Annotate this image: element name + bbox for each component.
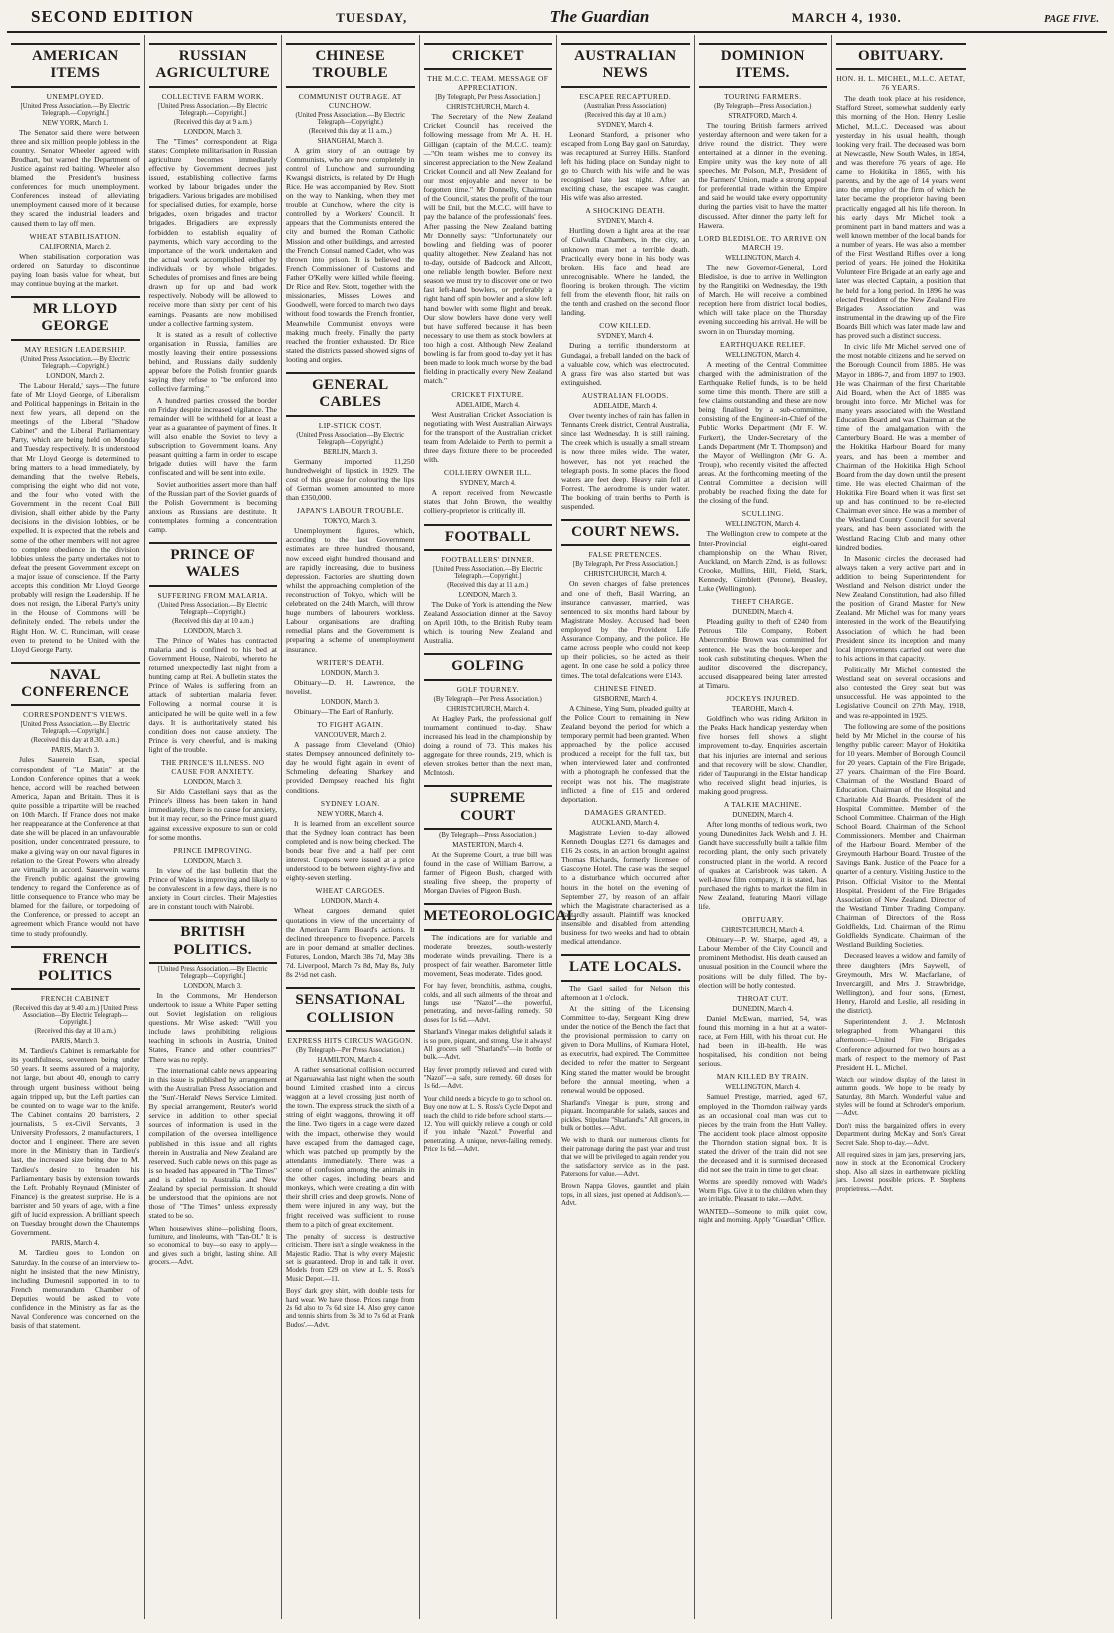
article-paragraph: The "Times" correspondent at Riga states: Complete militarisation in Russian agriculture becomes immediately effective by Government decrees just issued, establishing collective farms worked by labour brigades under the brigadiers. Various brigades are mobilised for specialised duties, for example, horse brigades, oxen brigades and tractor brigades. Brigadiers are expressly forbidden to establish equality of payments, which vary according to the importance of the work undertaken and the actual work accomplished either by individuals or by whole brigades. Schedules of promises and fines are being drawn up for up and bad work respectively. Nobody will be allowed to receive more than sixty per cent of his earnings. Peasants are now mobilised under a collective farming system. [148, 136, 277, 328]
article-subheading: WHEAT CARGOES. [315, 886, 386, 896]
dateline: CHRISTCHURCH, March 4. [446, 704, 530, 713]
article-subheading: FALSE PRETENCES. [588, 550, 663, 560]
article-paragraph: Obituary—The Earl of Ranfurly. [294, 706, 394, 716]
dateline: TEAROHE, March 4. [732, 705, 794, 714]
article-paragraph: The Prince of Wales has contracted malaria and is confined to his bed at Government House, Nairobi, whereto he returned unexpectedly last night from a hunting camp at Rei. A bulletin states the Prince of Wales is suffering from an attack of subtertian malaria fever. Following a normal course it is anticipated he will be quite well in a few days. It is authoritatively stated his condition does not cause anxiety. The Prince is very cheerful, and is making light of the trouble. [148, 635, 277, 755]
article-paragraph: Hurtling down a light area at the rear of Culwulla Chambers, in the city, an unknown man met a terrible death. Practically every bone in his body was broken. His face and head are unrecognisable. Where he landed, the flooring is broken through. The victim fell from the eleventh floor, hit rails on the tenth and crashed on the second floor landing. [561, 226, 690, 318]
dateline: AUCKLAND, March 4. [591, 818, 660, 827]
article-paragraph: The following are some of the positions held by Mr Michel in the course of his lengthy public career: Mayor of Hokitika for 10 years. Member of Borough Council for 20 years. Captain of the Fire Brigade, 27 years. Chairman of the Fire Board. Chairman of the Westland Board of Education. Chairman of the Hospital and Charitable Aid Boards. President of the Hospital Committee. Member of the School Committee. Chairman of the High School Board. Chairman of the School Commissioners. Member and Chairman of the Harbour Board. Member of the Greymouth Harbour Board. Trustee of the Savings Bank. Justice of the Peace for a quarter of a century. Visiting Justice to the Prison. Official Visitor to the Mental Hospital. President of the Fire Brigades Association of New Zealand. Director of the Westland Timber Trading Company. Chairman of Directors of the Ross Goldfields, Ltd. Chairman of the Rimu Goldfields Syndicate. Chairman of the Westland Building Societies. [836, 721, 966, 950]
article-subheading: EARTHQUAKE RELIEF. [720, 339, 806, 349]
article-subheading: OBITUARY. [741, 915, 784, 925]
article-subheading: SYDNEY LOAN. [320, 798, 380, 808]
article-subheading: JOCKEYS INJURED. [726, 694, 800, 704]
dateline: NEW YORK, March 1. [42, 118, 109, 127]
dateline: WELLINGTON, March 4. [725, 1083, 801, 1092]
article-headline: CHINESE TROUBLE [286, 43, 415, 88]
dateline: LONDON, March 4. [321, 897, 380, 906]
dateline: WELLINGTON, March 4. [725, 253, 801, 262]
article-paragraph: Superintendent J. J. McIntosh telegraphed from Whangarei this afternoon:—United Fire Brigades Conference adjourned for two hours as a mark of respect to the memory of Past President H. L. Michel. [836, 1017, 966, 1072]
dateline: PARIS, March 3. [51, 1037, 100, 1046]
article-subheading: FRENCH CABINET [40, 994, 110, 1004]
article-subheading: MAN KILLED BY TRAIN. [716, 1072, 809, 1082]
article-paragraph: It is learned from an excellent source that the Sydney loan contract has been completed and is now being checked. The bonds bear five and a half per cent interest. Coupons were issued at a price understood to be between eighty-five and eighty-seven sterling. [286, 818, 415, 883]
wire-credit: [United Press Association.—By Electric Telegraph.—Copyright.] [158, 102, 268, 117]
article-paragraph: Daniel McEwan, married, 54, was found this morning in a hut at a water-race, at Fern Hill, with his throat cut. He had been in ill-health. He was hospitalised, his condition not being serious. [698, 1013, 827, 1069]
dateline: LONDON, March 3. [183, 981, 242, 990]
article-paragraph: Deceased leaves a widow and family of three daughters (Mrs Saywell, of Greymouth, Mrs W. Macfarlane, of Invercargill, and Mrs J. Strawbridge, Wellington), and four sons, (Ernest, Henry, Harold and Leslie, all residing in the district). [836, 951, 966, 1016]
dateline: LONDON, March 2. [46, 371, 105, 380]
article-paragraph: When stabilisation corporation was ordered on Saturday to discontinue paying loan basis value for wheat, but may continue buying at the market. [11, 251, 140, 289]
article-subheading: TOURING FARMERS. [724, 91, 802, 101]
dateline: WELLINGTON, March 4. [725, 350, 801, 359]
article-headline: LATE LOCALS. [561, 954, 690, 981]
article-headline: SENSATIONAL COLLISION [286, 987, 415, 1032]
wire-credit: (United Press Association.—By Electric Telegraph—Copyright.) [295, 111, 405, 126]
date-label: MARCH 4, 1930. [791, 10, 902, 25]
article-subheading: DAMAGES GRANTED. [584, 807, 667, 817]
article-headline: OBITUARY. [836, 43, 966, 70]
advertisement: Sharland's Vinegar is pure, strong and piquant. Incomparable for salads, sauces and pickles. Stipulate "Sharland's." All grocers, in bulk or bottles.—Advt. [561, 1098, 690, 1133]
advertisement: Hay fever promptly relieved and cured with "Nazol"—a safe, sure remedy. 60 doses for 1s 6d.—Advt. [423, 1065, 552, 1091]
article-subheading: AUSTRALIAN FLOODS. [581, 391, 669, 401]
wire-credit: (United Press Association.—By Electric Telegraph.—Copyright.) [20, 355, 130, 370]
wire-credit: (By Telegraph—Per Press Association.) [296, 1046, 405, 1054]
article-subheading: CHINESE FINED. [594, 683, 657, 693]
article-headline: AMERICAN ITEMS [11, 43, 140, 88]
day-label: TUESDAY, [336, 10, 408, 25]
article-paragraph: Sir Aldo Castellani says that as the Prince's illness has been taken in hand immediately, there is no cause for anxiety, but it may recur, so the Prince must guard against excessive exposure to sun or cold for some months. [148, 787, 277, 842]
dateline: SYDNEY, March 4. [597, 217, 654, 226]
advertisement: Your child needs a bicycle to go to school on. Buy one now at L. S. Ross's Cycle Depot and teach the child to ride before school starts.—12. You will quickly relieve a cough or cold if you inhale "Nazol." Powerful and penetrating. A unique, never-failing remedy. Price 1s 6d.—Advt. [423, 1094, 552, 1154]
column-3 [282, 35, 420, 1619]
article-headline: FRENCH POLITICS [11, 946, 140, 991]
article-headline: MR LLOYD GEORGE [11, 296, 140, 341]
page-number: PAGE FIVE. [1044, 14, 1099, 25]
dateline: CHRISTCHURCH, March 4. [583, 570, 667, 579]
dateline: STRATFORD, March 4. [728, 111, 798, 120]
article-subheading: THEFT CHARGE. [731, 597, 794, 607]
article-subheading: THE PRINCE'S ILLNESS. NO CAUSE FOR ANXIETY. [161, 758, 265, 777]
article-paragraph: A passage from Cleveland (Ohio) states Dempsey announced definitely to-day he would fight again in event of Schmeling defeating Sharkey and provided Dempsey reached his fight conditions. [286, 740, 415, 795]
article-paragraph: The Duke of York is attending the New Zealand Association dinner at the Savoy on April 10th, to the British Ruby team which is touring New Zealand and Australia. [423, 599, 552, 646]
dateline: DUNEDIN, March 4. [732, 811, 794, 820]
advertisement: Don't miss the bargainized offers in every Department during McKay and Son's Great Secret Sale. Shop to-day.—Advt. [836, 1121, 966, 1147]
dateline: LONDON, March 3. [321, 668, 380, 677]
dateline: PARIS, March 4. [51, 1239, 100, 1248]
article-subheading: CORRESPONDENT'S VIEWS. [23, 710, 128, 720]
advertisement: All required sizes in jam jars, preserving jars, now in stock at the Economical Crockery shop. Also all sizes in earthenware pickling jars. Lowest possible prices. P. Stephens proprietress.—Advt. [836, 1150, 966, 1193]
newspaper-name: The Guardian [549, 7, 650, 26]
article-paragraph: Unemployment figures, which, according to the last Government estimates are three hundred thousand, now exceed eight hundred thousand and are rapidly increasing, due to business depression. Factories are shutting down whilst the approaching completion of the reconstruction of Tokyo, which will be celebrated on the 24th March, will throw huge numbers of labourers workless. Labour organisations are drafting remedial plans and the Government is preparing a scheme of unemployment insurance. [286, 526, 415, 654]
wire-credit: (Received this day at 9.40 a.m.) [United Press Association—By Electric Telegraph—Copyright.] [12, 1005, 138, 1027]
article-paragraph: The Secretary of the New Zealand Cricket Council has received the following message from Mr A. H. H. Gilligan (captain of the M.C.C. team):—"On team wishes me to convey its sincerest appreciation to the New Zealand Cricket Council and all New Zealand for our most enjoyable and never to be forgotten time." Mr Donnelly, Chairman of the Council, states the profit of the tour will be £nil, but the M.C.C. will have to pay the balance of the professionals' fees. After passing the New Zealand batting Mr Donnelly says: "Unfortunately our bowling and fielding was of poorer quality altogether. New Zealand has not to-day, outside of Badcock and Allcott, one reliable length bowler. Before next season we must try to discover one or two fast left-hand bowlers, or preferably a right hand off spin bowler and a slow left hand bowler with some flight and break. Our slow bowlers have done very well but have suffered because it has been necessary to use them as stock bowlers at too high a cost. Although New Zealand bowling is far from good to-day yet it has been made to look much worse by the bad fielding in practically every New Zealand match." [423, 112, 552, 386]
article-subheading: WHEAT STABILISATION. [29, 231, 121, 241]
article-paragraph: M. Tardieu goes to London on Saturday. In the course of an interview to-night he insisted that the new Ministry, including Dumesnil supported in to to French memorandum Chamber of Deputies would be asked to vote confidence in the Ministry as far as the Naval Conference was concerned on the basis of that statement. [11, 1248, 140, 1331]
article-headline: METEOROLOGICAL [424, 903, 553, 930]
wire-credit: (Received this day at 11 a.m.) [447, 581, 529, 589]
article-headline: RUSSIAN AGRICULTURE [149, 43, 278, 88]
edition-label: SECOND EDITION [31, 7, 194, 26]
column-1 [7, 35, 145, 1619]
article-paragraph: Magistrate Levien to-day allowed Kenneth Douglas £271 6s damages and £16 2s costs, in an action brought against Thomas Richards, formerly licensee of Gascoyne Hotel. The case was the sequel to a disturbance which occurred after hours in the hotel on the evening of September 27, by reason of an affair which the Magistrate characterised as a dastardly assault. Plaintiff was knocked insensible and disabled from attending business for two weeks and had to obtain medical attendance. [561, 827, 690, 947]
dateline: LONDON, March 3. [183, 856, 242, 865]
dateline: SHANGHAI, March 3. [317, 136, 383, 145]
article-paragraph: Politically Mr Michel contested the Westland seat on several occasions and also contested the Grey seat but was unsuccessful. He was appointed to the Legislative Council on 27th May, 1918, and was re-appointed in 1925. [836, 665, 966, 720]
article-subheading: LORD BLEDISLOE. TO ARRIVE ON MARCH 19. [698, 233, 827, 252]
dateline: CHRISTCHURCH, March 4. [721, 926, 805, 935]
dateline: DUNEDIN, March 4. [732, 1004, 794, 1013]
article-paragraph: Obituary—P. W. Sharpe, aged 49, a Labour Member of the City Council and prominent Methodist. His death caused an unusual position in the Council where the positions will be duly filled. The by-election will be hotly contested. [698, 935, 827, 990]
wire-credit: [By Telegraph, Per Press Association.] [572, 561, 678, 569]
article-paragraph: In view of the last bulletin that the Prince of Wales is improving and likely to be convalescent in a few days, there is no anxiety in Court circles. Their Majesties are in constant touch with Nairobi. [148, 865, 277, 912]
article-headline: FOOTBALL [424, 524, 553, 551]
article-subheading: HON. H. L. MICHEL, M.L.C. AETAT, 76 YEARS. [836, 74, 966, 93]
article-paragraph: The Wellington crew to compete at the Inter-Provincial eight-oared championship on the Whau River, Auckland, on March 22nd, is as follows: Crooke, Mullins, Hill, Field, Stark, Kennedy, Gimblett (Petone), Beasley, Luke (Wellington). [698, 529, 827, 594]
article-headline: BRITISH POLITICS. [149, 919, 278, 964]
article-paragraph: A rather sensational collision occurred at Ngaruawahia last night when the south bound Limited crashed into a circus waggon at a level crossing just north of the town. The express struck the sixth of a string of eight waggons, throwing it off the line. Two tigers in a cage were dazed with the impact, otherwise they would have escaped from the damaged cage, which was patched up promptly by the attendants immediately. There was a scene of confusion among the animals in the other cages, including bears and monkeys, which were creating a din with their shrill cries and deep growls. None of them were injured in any way, but the fright received was sufficient to rouse them to a pitch of great excitement. [286, 1064, 415, 1229]
article-paragraph: In civic life Mr Michel served one of the most notable citizens and he served on the Borough Council from 1885. He was Mayor in 1886-7, and from 1897 to 1903. He was Chairman of the first Charitable Aid Board, when the Act of 1885 was brought into force. Mr Michel was for many years associated with the Westland Education Board and was Chairman at the time of the amalgamation with the Canterbury Board. He was a member of the Hokitika Harbour Board for many years, and has been a member and Chairman of the Hokitika High School Board from the day down until the present time. He was elected Chairman of the Hokitika Fire Board when it was first set up and has continued to be re-elected Chairman ever since. He was a member of the Westland County Council for several years, and has been associated with the Westland Racing Club and many other kindred bodies. [836, 342, 966, 552]
article-paragraph: Wheat cargoes demand quiet quotations in view of the uncertainty of the American Farm Board's actions. It declined threepence to fivepence. Parcels are in poor demand at smaller declines. Futures, London, March 38s 7d, May 38s 7d. Liverpool, March 7s 8d, May 8s, July 8s 2½d net cash. [286, 906, 415, 980]
article-paragraph: On seven charges of false pretences and one of theft, Basil Warring, an insurance canvasser, married, was sentenced to six months hard labour by Magistrate Mosley. Accused had been employed by the Provident Life Assurance Company, and the police. He came across people who could not keep up their policies, so he acted as their agent. In one case he sold a policy three times. The total defalcations were £143. [561, 579, 690, 680]
article-paragraph: The international cable news appearing in this issue is published by arrangement with the Australian Press Association and the 'Sun'-'Herald' News Service Limited. By special arrangement, Reuter's world service in addition to other special sources of information is used in the compilation of the oversea intelligence published in this issue and all rights therein in Australia and New Zealand are reserved. Such cable news on this page as is so headed has appeared in "The Times" and is cabled to Australia and New Zealand by special permission. It should be understood that the opinions are not those of "The Times" unless expressly stated to be so. [148, 1065, 277, 1221]
article-subheading: WRITER'S DEATH. [316, 657, 385, 667]
dateline: WELLINGTON, March 4. [725, 520, 801, 529]
dateline: BERLIN, March 3. [323, 447, 378, 456]
wire-credit: (Received this day at 9 a.m.) [173, 118, 252, 126]
dateline: TOKYO, March 3. [323, 517, 377, 526]
advertisement: For hay fever, bronchitis, asthma, coughs, colds, and all such ailments of the throat and lungs use "Nazol"—the powerful, penetrating, and never-failing remedy. 50 doses for 1s 6d.—Advt. [423, 982, 552, 1024]
dateline: ADELAIDE, March 4. [455, 400, 520, 409]
article-paragraph: The new Governor-General, Lord Bledisloe, is due to arrive in Wellington by the Rangitiki on Wednesday, the 19th of March. He will receive a combined reception here from district local bodies, which will take place on the Thursday evening succeeding his arrival. He will be sworn in on Thursday morning. [698, 262, 827, 336]
article-paragraph: Soviet authorities assert more than half of the Russian part of the Soviet guards of the Polish Government is becoming anxious as Russians are destitute. It contemplates forming a concentration camp. [148, 479, 277, 535]
article-paragraph: Goldfinch who was riding Arkiton in the Peaks Hack handicap yesterday when five horses fell shows a slight improvement to-day. Enquiries ascertain that his injuries are internal and serious and that recovery will be slow. Chandler, rider of Taupurangi in the Elstar handicap who received slight head injuries, is making good progress. [698, 714, 827, 796]
article-paragraph: The touring British farmers arrived yesterday afternoon and were taken for a drive round the district. They were entertained at a dinner in the evening. Empire unity was the key note of all speeches. Mr Polson, M.P., President of the Farmers' Union, made a strong appeal for preferential trade within the Empire and said he would take every opportunity during the parties visit to have the matter discussed. After dinner the party left for Hawera. [698, 120, 827, 230]
article-subheading: EXPRESS HITS CIRCUS WAGGON. [287, 1035, 414, 1045]
wire-credit: (Received this day at 8.30. a.m.) [31, 737, 120, 745]
article-subheading: CRICKET FIXTURE. [451, 389, 525, 399]
article-headline: AUSTRALIAN NEWS [561, 43, 690, 88]
article-headline: GENERAL CABLES [286, 372, 415, 417]
article-paragraph: A hundred parties crossed the border on Friday despite increased vigilance. The remainder will be withheld for at least a year as a guarantee of payment of fines. It will also enable the Soviet to levy a subscription to Government loans. Any peasant quitting a farm in order to escape brigade duties will have the farm confiscated and will be sent into exile. [148, 395, 277, 478]
article-paragraph: The death took place at his residence, Stafford Street, somewhat suddenly early this morning of the Hon. Henry Leslie Michel, M.L.C. Deceased was about yesterday in his usual health, though looking very frail. The deceased was born at Newcastle, New South Wales, in 1854, and was therefore 76 years of age. He came to Hokitika in 1865, with his parents, and by the age of 14 years went into the employ of the firm of which he later became the proprietor having been practically engaged all his life thereon. In his early days Mr Michel took a prominent part in band matters and was a well known member of the local bands for a number of years. He was also a member of the First Westland Rifles over a long period of years. He joined the Hokitika Volunteer Fire Brigade at an early age and later was elected Captain, a position that he held for a long period. In 1896 he was elected President of the New Zealand Fire Brigades Association and was instrumental in the drawing up of the Fire Boards Bill which was later made law and has proved such a distinct success. [836, 94, 966, 341]
column-5 [557, 35, 695, 1619]
dateline: DUNEDIN, March 4. [732, 608, 794, 617]
article-paragraph: Pleading guilty to theft of £240 from Petrous Tile Company, Robert Abercrombie Brown was committed for sentence. He was the book-keeper and took cash substituting cheques. When the auditor discovered the discrepancy, accused disappeared being later arrested at Timaru. [698, 617, 827, 690]
article-subheading: JAPAN'S LABOUR TROUBLE. [296, 506, 404, 516]
advertisement: When housewives shine—polishing floors, furniture, and linoleums, with "Tan-OL" It is so economical to buy—so easy to apply—and gives such a bright, lasting shine. All grocers.—Advt. [148, 1224, 277, 1267]
wire-credit: (By Telegraph—Press Association.) [439, 831, 537, 839]
wire-credit: [United Press Association.—By Electric Telegraph.—Copyright.] [20, 721, 130, 736]
article-subheading: PRINCE IMPROVING. [173, 845, 253, 855]
article-subheading: A SHOCKING DEATH. [585, 206, 666, 216]
wire-credit: (By Telegraph—Press Association.) [714, 102, 812, 110]
article-headline: NAVAL CONFERENCE [11, 662, 140, 707]
article-paragraph: The Gael sailed for Nelson this afternoon at 1 o'clock. [561, 983, 690, 1002]
article-paragraph: A Chinese, Ying Sum, pleaded guilty at the Police Court to remaining in New Zealand beyond the period for which a temporary permit had been granted. When approached by the police accused produced a receipt for the full tax, but when interviewed later and confronted with a photograph he confessed that the receipt was not his. The magistrate inflicted a fine of £15 and ordered deportation. [561, 703, 690, 804]
article-paragraph: Leonard Stanford, a prisoner who escaped from Long Bay gaol on Saturday, was recaptured at Surrey Hills. Stanford left his hiding place on Sunday night to go to Church with his wife and he was recognised late last night. After an exciting chase, the escapee was caught. His wife was also arrested. [561, 129, 690, 203]
article-paragraph: In Masonic circles the deceased had always taken a very active part and in addition to being Superintendent for Westland and Nelson district under the New Zealand Constitution, had also filled the position of Grand Master for New Zealand. Mr Michel was for many years interested in the work of the Beautifying Association of which he had been President since its inception and many local improvements carried out were due to his actions in that capacity. [836, 553, 966, 663]
article-subheading: ESCAPEE RECAPTURED. [579, 91, 672, 101]
advertisement: Worms are speedily removed with Wade's Worm Figs. Give it to the children when they are irritable. Pleasant to take.—Advt. [698, 1178, 827, 1204]
wire-credit: (Received this day at 10 a.m.) [172, 617, 254, 625]
article-headline: GOLFING [424, 653, 553, 680]
article-subheading: SCULLING. [741, 509, 784, 519]
article-paragraph: Jules Sauerein Esan, special correspondent of "Le Matin" at the London Conference opines that a week hence, accord will be reached between America, Japan and Britain. Thus it is quite possible a tripartite will be reached on 10th March. If France does not make her reappearance at the Conference at that date she will be placed in an unfavourable position, under concentrated pressure, to make a giving way on our naval figures in relation to the Great Powers who already are virtually in accord. Sauerwein warns the French public against the growing tendency to regard the Conference as of little consequence to France who may be blamed for the failure, or torpedoing of the Conference, or pressed to accept an agreement which France would not have time to study profoundly. [11, 755, 140, 938]
wire-credit: (Australian Press Association) [584, 102, 667, 110]
wire-credit: (By Telegraph—Per Press Association.) [433, 695, 542, 703]
dateline: LONDON, March 3. [183, 626, 242, 635]
article-subheading: SUFFERING FROM MALARIA. [157, 590, 268, 600]
dateline: SYDNEY, March 4. [597, 332, 654, 341]
advertisement: Boys' dark grey shirt, with double tests for hard wear. We have those. Prices range from 2s 6d also to 7s 6d size 14. Also grey canoe and tennis shirts from 3s 3d to 7s 6d at Frank Budos'.—Advt. [286, 1287, 415, 1329]
article-subheading: THROAT CUT. [737, 993, 789, 1003]
article-subheading: COMMUNIST OUTRAGE. AT CUNCHOW. [298, 91, 402, 110]
wire-credit: [By Telegraph, Per Press Association.] [435, 94, 541, 102]
article-paragraph: A grim story of an outrage by Communists, who are now completely in control of Lunchow and surrounding Kwangsi districts, is related by Dr Hugh Rice. He was accompanied by Rev. Stott on the way to Nanking, when they met trouble at Cunchow, where the city is controlled by a Workers' Council. It appears that the Communists entered the city and burned the Roman Catholic Mission and other buildings, and arrested the French Consul named Cadet, who was thrown into prison. It is believed the French Commissioner of Customs and Father O'Kelly were killed while fleeing. Dr Rice and Rev. Stott, together with the missionaries, Misses Lowes and Goodwell, were forced to march two days without food towards the French frontier, Meanwhile Communist envoys were making much freely. Finally the party reached the frontier exhausted. Dr Rice stated the districts passed showed signs of looting and orgies. [286, 145, 415, 365]
dateline: SYDNEY, March 4. [459, 479, 516, 488]
article-paragraph: M. Tardieu's Cabinet is remarkable for its youthfulness, seventeen being under 50 years. It seems assured of a majority, not large, but about 40, enough to carry through urgent business without being again tripped up, but the Left parties can be counted on to wage war to the knife. The Cabinet contains 20 barristers, 2 journalists, 5 ex-Civil Servants, 3 University Professors, 2 manufacturers, 1 doctor and 1 engineer. There are seven more in the Ministry than in Tardieu's last, the increased size being due to M. Tardieu's desire to broaden his Parliamentary basis by extension towards the Left. Probably Reynaud (Minister of Finance) is the greatest surprise. He is a barrister and 50 years of age, with a fine gift of lucid expression. A brilliant speech on Tuesday brought down the Chautemps Government. [11, 1046, 140, 1238]
article-paragraph: Germany imported 11,250 hundredweight of lipstick in 1929. The cost of this grease for colouring the lips of German women amounted to more than £350,000. [286, 456, 415, 503]
article-subheading: TO FIGHT AGAIN. [317, 720, 384, 730]
wire-credit: [United Press Association.—By Electric Telegraph.—Copyright.] [20, 102, 130, 117]
article-paragraph: West Australian Cricket Association is negotiating with West Australian Airways for the transport of the Australian cricket team from Adelaide to Perth to permit a three days fixture there to be proceeded with. [423, 409, 552, 465]
dateline: PARIS, March 3. [51, 746, 100, 755]
article-headline: DOMINION ITEMS. [699, 43, 828, 88]
dateline: LONDON, March 3. [458, 590, 517, 599]
advertisement: Watch our window display of the latest in autumn goods. We hope to be ready by Saturday, 8th March. Wonderful value and styles will be found at Schroder's emporium.—Advt. [836, 1075, 966, 1118]
dateline: LONDON, March 3. [321, 697, 380, 706]
article-subheading: MAY RESIGN LEADERSHIP. [24, 344, 127, 354]
column-6 [695, 35, 833, 1619]
advertisement: Sharland's Vinegar makes delightful salads it is so pure, piquant, and strong. Use it always! All grocers sell "Sharland's"—in bottle or bulk.—Advt. [423, 1028, 552, 1062]
article-paragraph: A report received from Newcastle states that John Brown, the wealthy colliery-proprietor is critically ill. [423, 488, 552, 516]
advertisement: The penalty of success is destructive criticism. There isn't a single weakness in the Majestic Radio. That is why every Majestic set is guaranteed. Drop in and talk it over. Models from £29 on view at L. S. Ross's Music Depot.—11. [286, 1232, 415, 1283]
article-subheading: LIP-STICK COST. [318, 420, 382, 430]
article-paragraph: At the Supreme Court, a true bill was found in the case of William Barrow, a farmer of Pigeon Bush, charged with stealing five sheep, the property of Morgan Davies of Pigeon Bush. [423, 849, 552, 896]
article-paragraph: The Senator said there were between three and six million people jobless in the country. Senator Wheeler agreed with Brodhart, but warned the Department of Justice against red baiting. Wheeler also blamed the President's business conferences for much unemployment. Conferences instead of alleviating unemployment caused more of it because they scared the industrial leaders and caused them to lay off men. [11, 127, 140, 228]
advertisement: We wish to thank our numerous clients for their patronage during the past year and trust that we will be privileged to again render you the satisfactory service as in the past. Patersons for value.—Advt. [561, 1136, 690, 1178]
article-paragraph: Samuel Prestige, married, aged 67, employed in the Thorndon railway yards as an occasional coal man was cut to pieces by the train from the Hutt Valley. The accident took place almost opposite the Thorndon station signal box. It is stated the driver of the train did not see the deceased and it is surmised deceased did not see the train in time to get clear. [698, 1092, 827, 1175]
article-paragraph: At the sitting of the Licensing Committee to-day, Sergeant King drew under the notice of the Bench the fact that the provisional permission to carry on given to Dora Mullins, of Kumara Hotel, as executrix, had expired. The Committee decided to refer the matter to Sergeant King stated the matter would be brought before the annual meeting, when a renewal would be opposed. [561, 1003, 690, 1095]
column-4 [420, 35, 577, 1619]
article-headline: SUPREME COURT [424, 785, 553, 830]
article-paragraph: During a terrific thunderstorm at Gundagai, a freball landed on the back of a valuable cow, which was electrocuted. A grass fire was also started but was extinguished. [561, 341, 690, 387]
newspaper-page [7, 7, 1107, 1619]
wire-credit: (Received this day at 11 a.m.,) [308, 127, 392, 135]
article-paragraph: Obituary—D. H. Lawrence, the novelist. [286, 677, 415, 696]
article-headline: PRINCE OF WALES [149, 542, 278, 587]
article-subheading: COLLIERY OWNER ILL. [443, 468, 532, 478]
article-subheading: A TALKIE MACHINE. [723, 800, 802, 810]
article-subheading: THE M.C.C. TEAM. MESSAGE OF APPRECIATION. [427, 74, 549, 93]
column-7 [832, 35, 970, 1619]
dateline: ADELAIDE, March 4. [593, 402, 658, 411]
dateline: LONDON, March 3. [183, 778, 242, 787]
dateline: MASTERTON, March 4. [452, 840, 524, 849]
article-headline: CRICKET [424, 43, 553, 70]
article-paragraph: The indications are for variable and moderate breezes, south-westerly moderate winds prevailing. There is a prospect of fair weather. Barometer little movement, Seas moderate. Tides good. [423, 932, 552, 979]
dateline: GISBORNE, March 4. [593, 694, 658, 703]
dateline: SYDNEY, March 4. [597, 120, 654, 129]
dateline: LONDON, March 3. [183, 127, 242, 136]
columns [7, 35, 1107, 1619]
article-subheading: GOLF TOURNEY. [456, 684, 519, 694]
masthead [7, 7, 1107, 33]
dateline: NEW YORK, March 4. [317, 809, 384, 818]
article-subheading: COW KILLED. [599, 321, 652, 331]
article-paragraph: A meeting of the Central Committee charged with the administration of the Earthquake Relief funds, is to be held some time this month. There are still a few claims outstanding and these are now being finalised by a sub-committee, consisting of the Engineer-in-Chief of the Public Works Department (Mr F. W. Furkert), the Under-Secretary of the Lands Department (Mr T. Thompson) and the Mayor of Wellington (Mr G. A. Troup), who recently visited the affected areas. At the forthcoming meeting of the Central Committee a decision will probably be reached fixing the date for the closing of the fund. [698, 359, 827, 506]
column-2 [145, 35, 283, 1619]
wire-credit: [United Press Association.—By Electric Telegraph—Copyright.] [158, 965, 268, 980]
advertisement: Brown Nappa Gloves, gauntlet and plain tops, in all sizes, just opened at Addison's.—Advt. [561, 1182, 690, 1208]
article-subheading: UNEMPLOYED. [46, 91, 104, 101]
dateline: CHRISTCHURCH, March 4. [446, 103, 530, 112]
article-paragraph: Over twenty inches of rain has fallen in Tennants Creek district, Central Australia, since last Wednesday. It is still raining. The creek which is usually a small stream is now three miles wide. The water, however, has not yet reached the telegraph posts. In some places the flood waters are feet deep. Heavy rain fell at Forrest. The aerodrome is under water. The booking of train berths to Perth is suspended. [561, 411, 690, 512]
dateline: VANCOUVER, March 2. [314, 731, 387, 740]
article-paragraph: At Hagley Park, the professional golf tournament continued to-day. Shaw increased his lead in the championship by doing a round of 73. This makes his aggregate for three rounds, 219, which is eleven strokes better than the next man, McIntosh. [423, 713, 552, 778]
wire-credit: (Received this day at 10 a.m.) [584, 111, 666, 119]
article-paragraph: After long months of tedious work, two young Dunedinites Jack Welsh and J. H. Gandt have successfully built a talkie film recording plant, the only such privately constructed plant in the world. A record of quakes at Carisbrook was taken. A well-know film company, it is stated, has purchased the rights to market the film in New Zealand, featuring Maori village life. [698, 820, 827, 912]
article-subheading: FOOTBALLERS' DINNER. [441, 554, 535, 564]
wire-credit: (Received this day at 10 a.m.) [34, 1028, 116, 1036]
article-headline: COURT NEWS. [561, 519, 690, 546]
article-paragraph: In the Commons, Mr Henderson undertook to issue a White Paper setting out Soviet legislation on religious questions. Mr Wise asked: "Will you include laws prohibiting religious teaching in schools in Austria, United States, France and other countries?" There was no reply. [148, 990, 277, 1064]
article-subheading: COLLECTIVE FARM WORK. [161, 91, 264, 101]
wire-credit: [United Press Association.—By Electric Telegraph.—Copyright.] [433, 565, 543, 580]
wire-credit: (United Press Association—By Electric Telegraph—Copyright.) [296, 431, 405, 446]
wire-credit: (United Press Association.—By Electric Telegraph—Copyright.) [158, 601, 268, 616]
article-paragraph: It is stated as a result of collective organisation in Russia, families are mostly leaving their entire possessions behind, and Russians daily suddenly appear before the Polish frontier guards saying they refuse to "be enforced into collective farming." [148, 329, 277, 394]
advertisement: WANTED—Someone to milk quiet cow, night and morning. Apply "Guardian" Office. [698, 1207, 827, 1225]
dateline: HAMILTON, March 4. [317, 1055, 383, 1064]
dateline: CALIFORNIA, March 2. [39, 242, 111, 251]
article-paragraph: The Labour Herald,' says—The future fate of Mr Lloyd George, of Liberalism and Political happenings in Britain in the next few years, all depend on the meetings of the Liberal "Shadow Cabinet" and the Liberal Parliamentary Party, which are being held on Monday and Tuesday respectively. It is understood that Mr Lloyd George is determined to bring matters to a head immediately, by demanding that the twelve Rebels, comprising the eight who did not vote, and the four who voted with the Government in the recent Coal Bill division, shall either abide by the Party decisions in the division lobbies, or be expelled. It is expected that the rebels and some of the other members will not agree to complete obedience in the division lobbies unless the party undertakes not to defeat the present Government except on a major issue of conscience. If the Party accepts this condition Mr Lloyd George probably will resign the Leadership. If he does not resign, the Liberal Party's unity in the House of Commons will be definitely ended. The rebels under the Right Hon. W. C. Runciman, will cease even to pretend to be United with the Lloyd George Party. [11, 380, 140, 654]
